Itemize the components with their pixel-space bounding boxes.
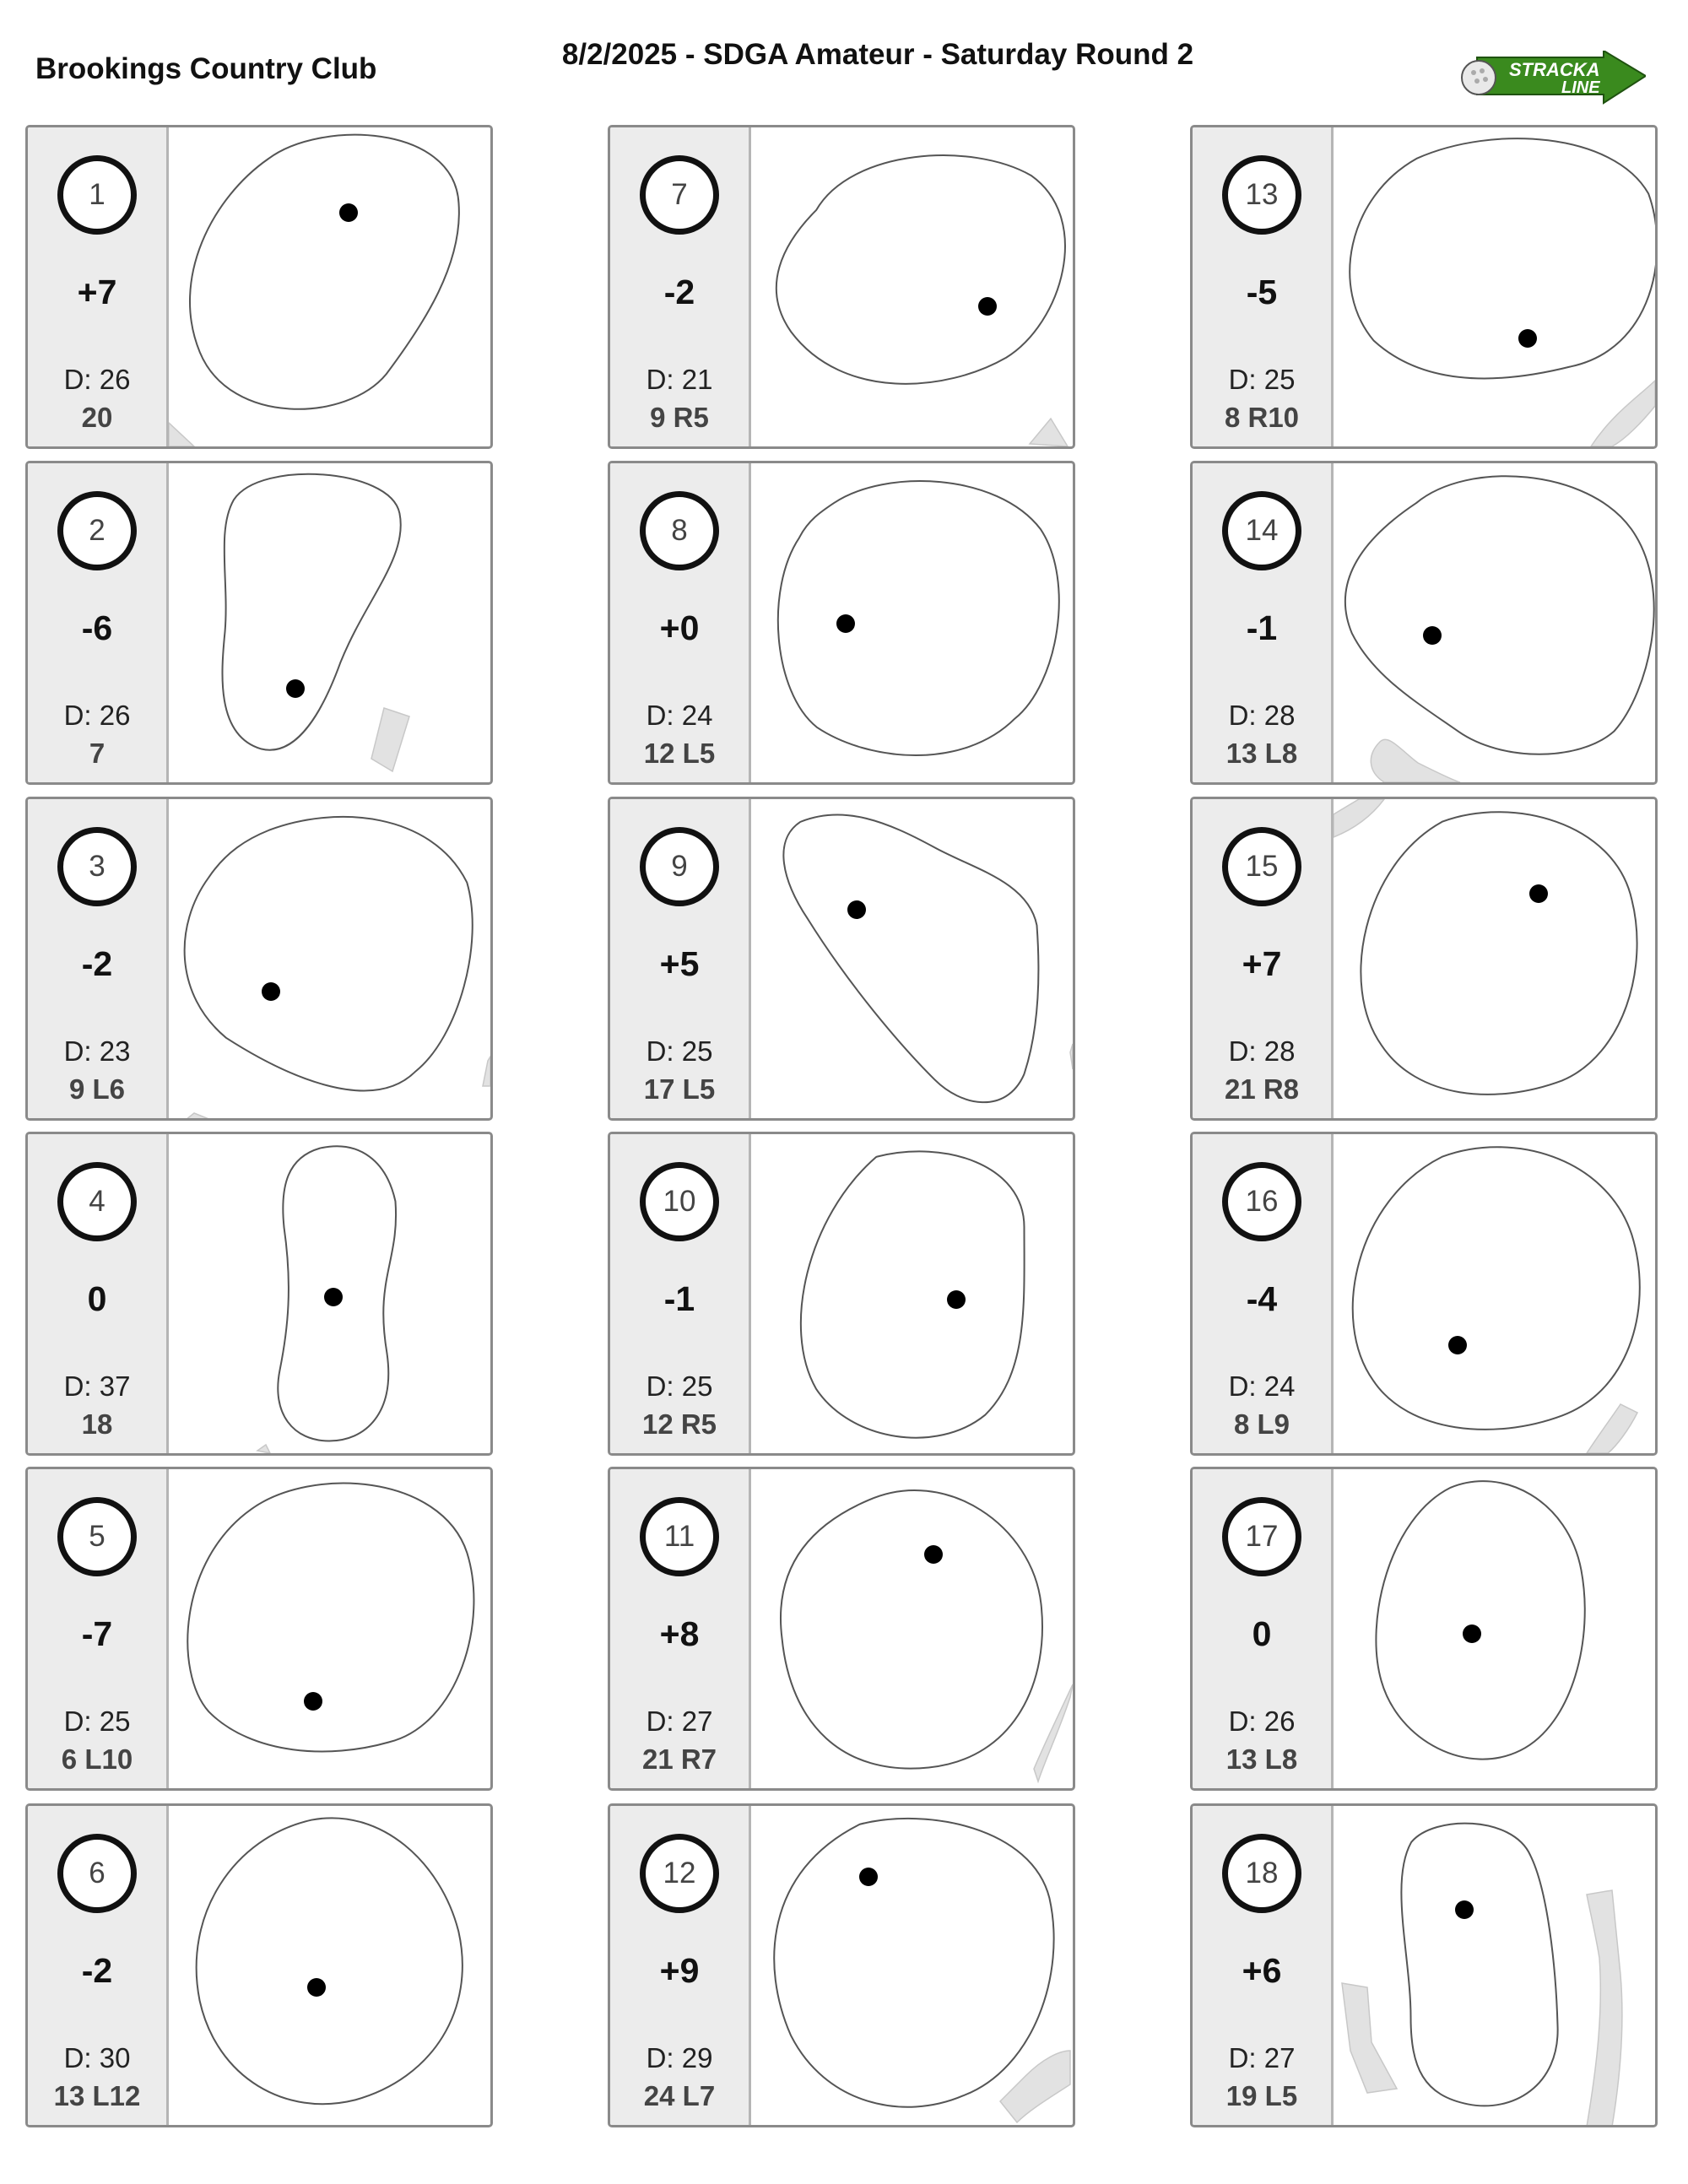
green-diagram xyxy=(169,799,490,1118)
hole-card-13 xyxy=(1190,125,1658,449)
green-diagram xyxy=(1334,463,1655,782)
bunker-shape xyxy=(1371,739,1460,782)
hole-score: -1 xyxy=(663,1279,695,1318)
pin-marker xyxy=(1423,626,1442,645)
bunker-shape xyxy=(1334,799,1384,837)
pin-marker xyxy=(1455,1900,1474,1919)
hole-info-panel xyxy=(610,127,751,446)
hole-card-8 xyxy=(608,461,1075,785)
hole-info-panel xyxy=(28,463,169,782)
hole-score: +9 xyxy=(659,1951,700,1990)
hole-score: +7 xyxy=(1242,944,1282,983)
hole-score: -6 xyxy=(81,608,113,647)
green-surface xyxy=(1404,1826,1555,2103)
green-surface xyxy=(1353,142,1654,376)
hole-card-15 xyxy=(1190,797,1658,1121)
pin-location: 24 L7 xyxy=(643,2080,716,2111)
hole-info-panel xyxy=(1193,1469,1334,1788)
green-diagram xyxy=(751,463,1073,782)
hole-info-panel xyxy=(28,127,169,446)
pin-marker xyxy=(1463,1624,1481,1643)
hole-info-panel xyxy=(610,799,751,1118)
stracka-line-logo xyxy=(1460,51,1646,110)
hole-score: 0 xyxy=(87,1279,107,1318)
pin-location: 8 R10 xyxy=(1224,402,1300,433)
hole-number: 14 xyxy=(1222,491,1301,570)
pin-marker xyxy=(859,1868,878,1886)
pin-marker xyxy=(286,679,305,698)
green-depth: D: 37 xyxy=(63,1370,131,1402)
green-depth: D: 30 xyxy=(63,2042,131,2073)
hole-number: 15 xyxy=(1222,827,1301,906)
hole-number: 10 xyxy=(640,1162,719,1241)
green-surface xyxy=(787,818,1036,1100)
bunker-shape xyxy=(1034,1684,1073,1781)
green-depth: D: 26 xyxy=(63,364,131,395)
green-depth: D: 24 xyxy=(646,700,713,731)
hole-info-panel xyxy=(28,1134,169,1453)
green-surface xyxy=(783,1493,1039,1765)
hole-card-2 xyxy=(25,461,493,785)
hole-info-panel xyxy=(610,1134,751,1453)
event-title: 8/2/2025 - SDGA Amateur - Saturday Round 2 xyxy=(561,38,1194,71)
green-diagram xyxy=(1334,1806,1655,2125)
hole-info-panel xyxy=(610,1469,751,1788)
pin-marker xyxy=(947,1290,966,1309)
hole-number: 12 xyxy=(640,1834,719,1913)
hole-number: 9 xyxy=(640,827,719,906)
hole-card-14 xyxy=(1190,461,1658,785)
bunker-shape xyxy=(1591,381,1655,446)
hole-card-10 xyxy=(608,1132,1075,1456)
hole-number: 2 xyxy=(57,491,137,570)
hole-number: 17 xyxy=(1222,1497,1301,1576)
bunker-shape xyxy=(1070,1044,1073,1069)
hole-info-panel xyxy=(610,463,751,782)
pin-location: 13 L12 xyxy=(53,2080,141,2111)
bunker-shape xyxy=(483,1057,490,1086)
hole-score: +7 xyxy=(77,273,117,311)
hole-number: 5 xyxy=(57,1497,137,1576)
green-depth: D: 23 xyxy=(63,1035,131,1067)
hole-info-panel xyxy=(28,1469,169,1788)
bunker-shape xyxy=(257,1445,270,1453)
green-depth: D: 27 xyxy=(1228,2042,1296,2073)
hole-number: 8 xyxy=(640,491,719,570)
hole-number: 11 xyxy=(640,1497,719,1576)
logo-text-line: LINE xyxy=(1561,78,1600,97)
pin-location: 8 L9 xyxy=(1233,1408,1290,1440)
green-diagram xyxy=(751,1134,1073,1453)
hole-number: 7 xyxy=(640,155,719,235)
green-diagram xyxy=(751,799,1073,1118)
green-surface xyxy=(192,138,456,406)
green-diagram xyxy=(1334,799,1655,1118)
green-depth: D: 25 xyxy=(1228,364,1296,395)
hole-score: +5 xyxy=(659,944,700,983)
pin-location: 20 xyxy=(81,402,113,433)
hole-number: 16 xyxy=(1222,1162,1301,1241)
pin-marker xyxy=(1529,884,1548,903)
hole-card-7 xyxy=(608,125,1075,449)
green-depth: D: 28 xyxy=(1228,700,1296,731)
bunker-shape xyxy=(1587,1890,1622,2125)
bunker-shape xyxy=(371,708,409,771)
hole-number: 13 xyxy=(1222,155,1301,235)
pin-location: 21 R7 xyxy=(641,1743,717,1775)
hole-score: -1 xyxy=(1246,608,1278,647)
hole-card-5 xyxy=(25,1467,493,1791)
hole-card-1 xyxy=(25,125,493,449)
green-diagram xyxy=(751,1806,1073,2125)
green-diagram xyxy=(1334,1469,1655,1788)
hole-score: -2 xyxy=(663,273,695,311)
pin-marker xyxy=(307,1978,326,1997)
green-depth: D: 28 xyxy=(1228,1035,1296,1067)
pin-location: 12 L5 xyxy=(643,738,716,769)
pin-marker xyxy=(978,297,997,316)
green-diagram xyxy=(1334,1134,1655,1453)
pin-location: 6 L10 xyxy=(61,1743,133,1775)
hole-score: -5 xyxy=(1246,273,1278,311)
hole-info-panel xyxy=(28,1806,169,2125)
pin-marker xyxy=(847,900,866,919)
green-diagram xyxy=(1334,127,1655,446)
green-surface xyxy=(225,477,398,747)
green-diagram xyxy=(751,127,1073,446)
green-surface xyxy=(781,484,1056,753)
hole-number: 1 xyxy=(57,155,137,235)
pin-marker xyxy=(836,614,855,633)
pin-location: 13 L8 xyxy=(1225,738,1298,769)
pin-location: 9 R5 xyxy=(650,402,709,433)
hole-info-panel xyxy=(1193,1134,1334,1453)
green-diagram xyxy=(169,463,490,782)
pin-location: 7 xyxy=(89,738,106,769)
hole-score: -2 xyxy=(81,1951,113,1990)
hole-card-18 xyxy=(1190,1803,1658,2127)
green-surface xyxy=(803,1154,1021,1435)
logo-text-stracka: STRACKA xyxy=(1509,59,1600,80)
hole-score: 0 xyxy=(1252,1614,1272,1653)
green-depth: D: 24 xyxy=(1228,1370,1296,1402)
green-depth: D: 25 xyxy=(646,1370,713,1402)
hole-score: -2 xyxy=(81,944,113,983)
hole-number: 18 xyxy=(1222,1834,1301,1913)
hole-card-11 xyxy=(608,1467,1075,1791)
hole-score: -4 xyxy=(1246,1279,1278,1318)
pin-marker xyxy=(1448,1336,1467,1354)
hole-score: +0 xyxy=(659,608,700,647)
pin-location: 19 L5 xyxy=(1225,2080,1298,2111)
hole-number: 3 xyxy=(57,827,137,906)
pin-marker xyxy=(262,982,280,1001)
green-diagram xyxy=(169,1806,490,2125)
hole-number: 4 xyxy=(57,1162,137,1241)
hole-score: +6 xyxy=(1242,1951,1282,1990)
pin-location: 17 L5 xyxy=(643,1073,716,1105)
pin-location: 13 L8 xyxy=(1225,1743,1298,1775)
green-depth: D: 26 xyxy=(1228,1706,1296,1737)
pin-marker xyxy=(324,1288,343,1306)
green-diagram xyxy=(751,1469,1073,1788)
hole-card-12 xyxy=(608,1803,1075,2127)
pin-location: 9 L6 xyxy=(68,1073,126,1105)
pin-location: 12 R5 xyxy=(641,1408,717,1440)
hole-card-3 xyxy=(25,797,493,1121)
hole-card-16 xyxy=(1190,1132,1658,1456)
green-surface xyxy=(187,819,469,1087)
hole-card-4 xyxy=(25,1132,493,1456)
green-diagram xyxy=(169,127,490,446)
green-depth: D: 25 xyxy=(63,1706,131,1737)
green-depth: D: 25 xyxy=(646,1035,713,1067)
green-depth: D: 21 xyxy=(646,364,713,395)
hole-card-9 xyxy=(608,797,1075,1121)
hole-info-panel xyxy=(1193,463,1334,782)
pin-marker xyxy=(339,203,358,222)
pin-marker xyxy=(924,1545,943,1564)
green-diagram xyxy=(169,1469,490,1788)
bunker-shape xyxy=(186,1113,211,1118)
hole-score: +8 xyxy=(659,1614,700,1653)
hole-info-panel xyxy=(1193,799,1334,1118)
hole-card-17 xyxy=(1190,1467,1658,1791)
pin-marker xyxy=(304,1692,322,1711)
green-depth: D: 27 xyxy=(646,1706,713,1737)
hole-number: 6 xyxy=(57,1834,137,1913)
pin-marker xyxy=(1518,329,1537,348)
pin-location: 21 R8 xyxy=(1224,1073,1300,1105)
hole-info-panel xyxy=(28,799,169,1118)
pin-location: 18 xyxy=(81,1408,113,1440)
hole-card-6 xyxy=(25,1803,493,2127)
hole-info-panel xyxy=(610,1806,751,2125)
green-depth: D: 29 xyxy=(646,2042,713,2073)
green-depth: D: 26 xyxy=(63,700,131,731)
hole-score: -7 xyxy=(81,1614,113,1653)
club-name: Brookings Country Club xyxy=(35,52,377,85)
bunker-shape xyxy=(1342,1983,1397,2093)
hole-info-panel xyxy=(1193,1806,1334,2125)
green-diagram xyxy=(169,1134,490,1453)
bunker-shape xyxy=(169,423,194,446)
bunker-shape xyxy=(1030,419,1068,446)
hole-info-panel xyxy=(1193,127,1334,446)
bunker-shape xyxy=(1587,1404,1637,1453)
